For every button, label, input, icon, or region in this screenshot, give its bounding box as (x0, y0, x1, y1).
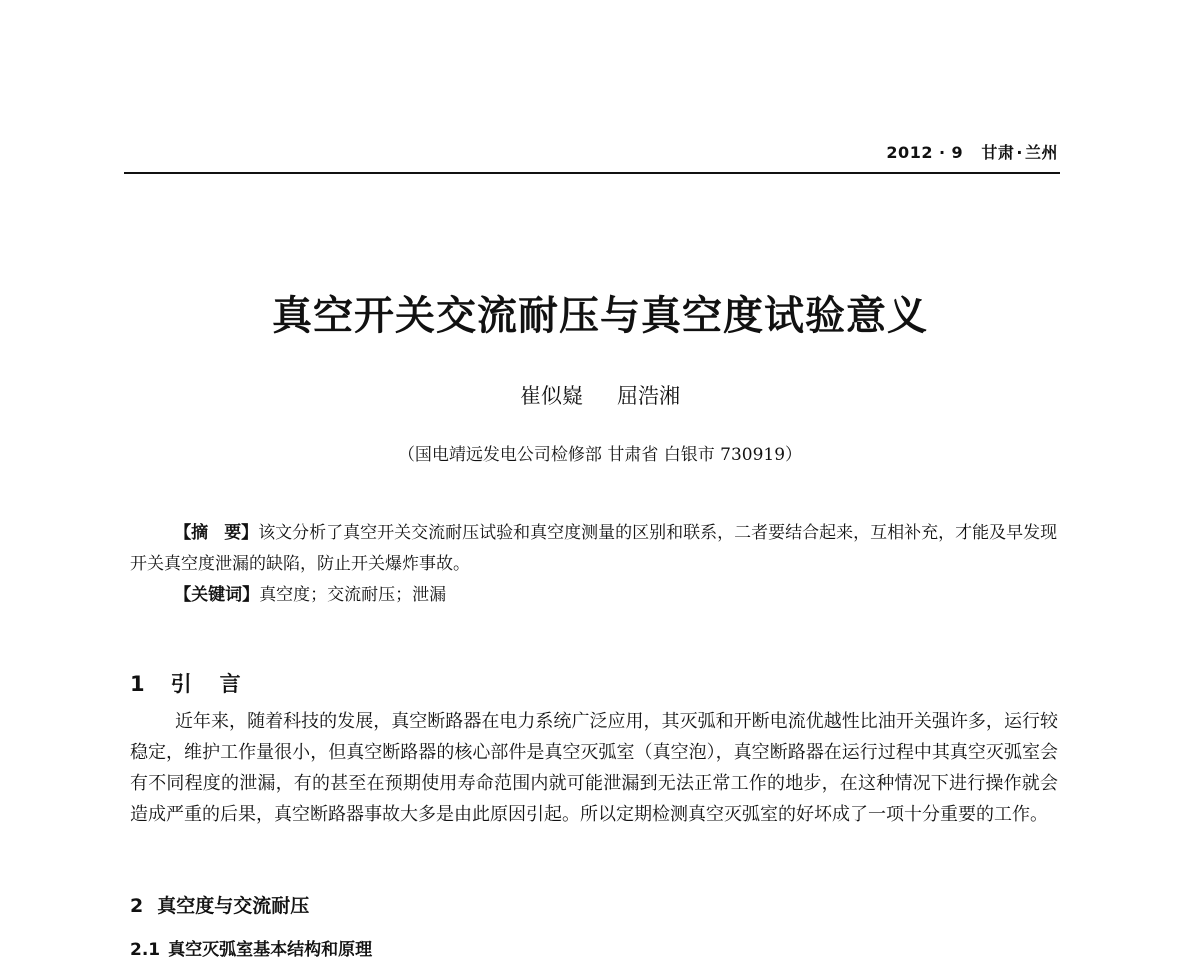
author-name: 屈浩湘 (617, 384, 680, 408)
header-year: 2012 (886, 143, 933, 162)
abstract-paragraph (130, 518, 1058, 580)
author-name: 崔似嶷 (520, 384, 583, 408)
section-number: 2 (130, 895, 144, 917)
header-rule (124, 172, 1060, 174)
section-1-body: 近年来，随着科技的发展，真空断路器在电力系统广泛应用，其灭弧和开断电流优越性比油开关强许多，运行较稳定，维护工作量很小，但真空断路器的核心部件是真空灭弧室（真空泡），真空断路器在运行过程中其真空灭弧室会有不同程度的泄漏，有的甚至在预期使用寿命范围内就可能泄漏到无法正常工作的地步，在这种情况下进行操作就会造成严重的后果，真空断路器事故大多是由此原因引起。所以定期检测真空灭弧室的好坏成了一项十分重要的工作。 (130, 711, 1058, 825)
keywords-text: 真空度；交流耐压；泄漏 (259, 585, 447, 605)
journal-header: 2012 · 9 甘肃 · 兰州 (886, 143, 1058, 162)
section-heading-char: 言 (219, 672, 241, 696)
section-2-1-heading (130, 935, 372, 960)
article-title: 真空开关交流耐压与真空度试验意义 (272, 292, 928, 339)
section-number: 1 (130, 672, 145, 696)
author-list (0, 380, 1200, 410)
abstract-block (130, 518, 1058, 611)
abstract-label: 【摘 要】 (174, 523, 259, 543)
keywords-label: 【关键词】 (174, 585, 260, 605)
abstract-text: 该文分析了真空开关交流耐压试验和真空度测量的区别和联系，二者要结合起来，互相补充，才能及早发现开关真空度泄漏的缺陷，防止开关爆炸事故。 (130, 523, 1058, 574)
keywords-paragraph (130, 580, 1058, 611)
subsection-heading-text: 真空灭弧室基本结构和原理 (168, 940, 373, 960)
affiliation: （国电靖远发电公司检修部 甘肃省 白银市 730919） (397, 445, 803, 465)
header-city: 兰州 (1024, 143, 1058, 162)
header-issue: 9 (951, 143, 964, 162)
subsection-number: 2.1 (130, 940, 161, 960)
header-province: 甘肃 (981, 143, 1015, 162)
section-1-heading (130, 668, 241, 698)
section-heading-text: 真空度与交流耐压 (157, 895, 310, 917)
section-heading-char: 引 (170, 672, 192, 696)
section-2-heading (130, 891, 309, 918)
